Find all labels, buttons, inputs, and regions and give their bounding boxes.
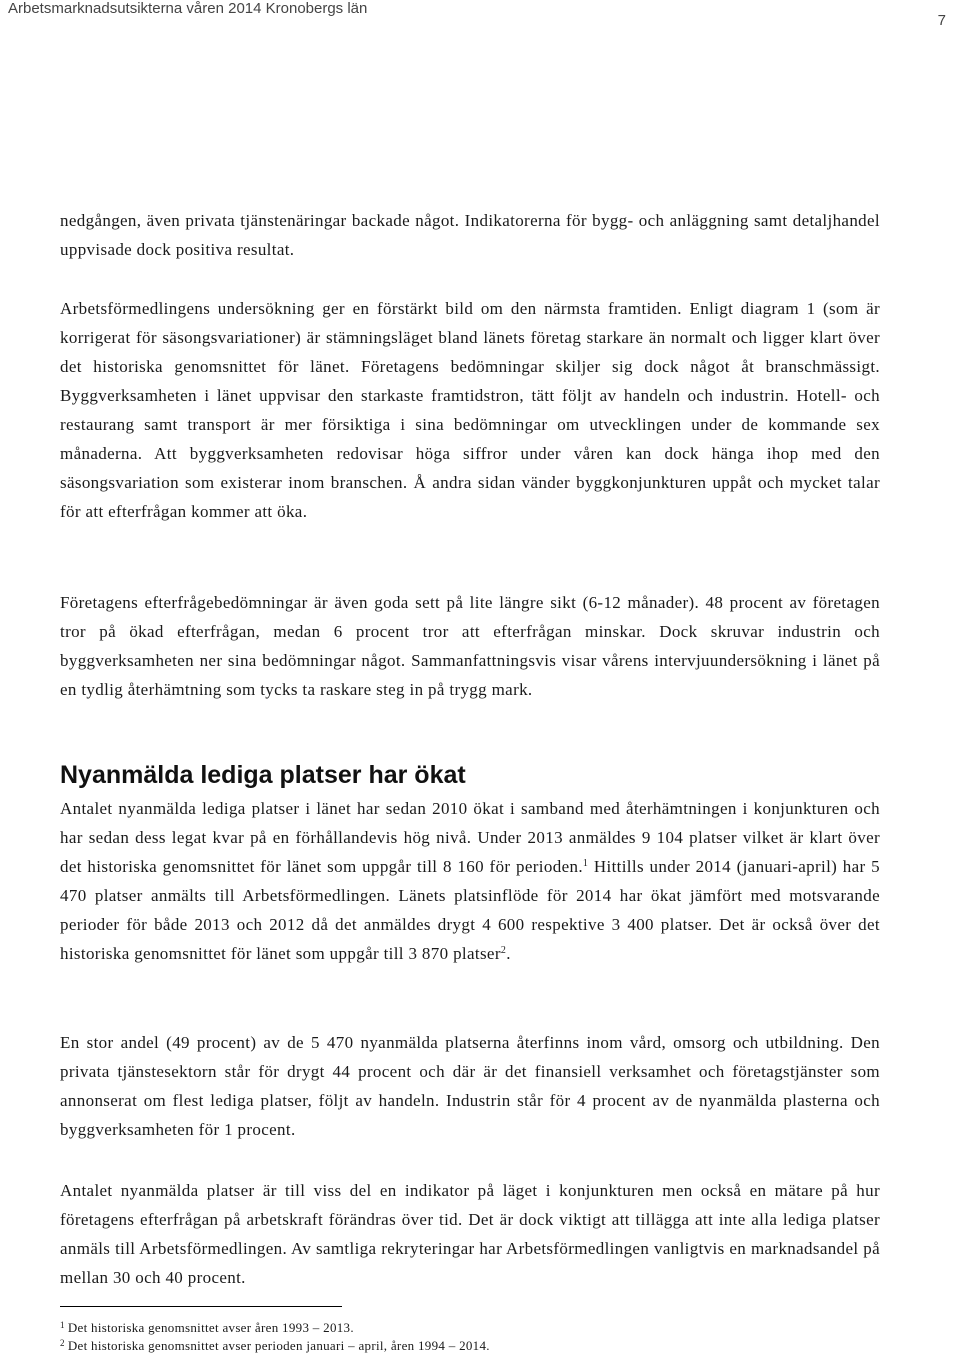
section-heading: Nyanmälda lediga platser har ökat xyxy=(60,761,466,789)
footnote-1-text: Det historiska genomsnittet avser åren 1993 – 2013. xyxy=(67,1320,354,1335)
footnote-2-number: 2 xyxy=(60,1338,65,1348)
paragraph-4 xyxy=(60,794,880,968)
footnote-divider xyxy=(60,1306,342,1307)
paragraph-4-part-c: . xyxy=(506,944,511,963)
paragraph-5: En stor andel (49 procent) av de 5 470 nyanmälda platserna återfinns inom vård, omsorg och utbildning. Den privata tjänstesektorn står för drygt 44 procent och där är det finansiell verksamhet och företagstjänster som annonserat om flest lediga platser, följt av handeln. Industrin står för 4 procent av de nyanmälda plasterna och byggverksamheten för 1 procent. xyxy=(60,1033,880,1139)
paragraph-4-part-b: Hittills under 2014 (januari-april) har 5 470 platser anmälts till Arbetsförmedlingen. Länets platsinflöde för 2014 har ökat jämfört med motsvarande perioder för både 2013 och 2012 då det anmäldes drygt 4 600 respektive 3 400 platser. Det är också över det historiska genomsnittet för länet som uppgår till 3 870 platser xyxy=(60,857,880,963)
paragraph-6: Antalet nyanmälda platser är till viss del en indikator på läget i konjunkturen men också en mätare på hur företagens efterfrågan på arbetskraft förändras över tid. Det är dock viktigt att tillägga att inte alla lediga platser anmäls till Arbetsförmedlingen. Av samtliga rekryteringar har Arbetsförmedlingen vanligtvis en marknadsandel på mellan 30 och 40 procent. xyxy=(60,1181,880,1287)
footnote-ref-2: 2 xyxy=(500,945,507,956)
footnote-1 xyxy=(60,1317,354,1336)
page-number: 7 xyxy=(937,12,946,29)
footnote-2 xyxy=(60,1335,490,1354)
document-title: Arbetsmarknadsutsikterna våren 2014 Kronobergs län xyxy=(8,0,368,17)
paragraph-4-part-a: Antalet nyanmälda lediga platser i länet har sedan 2010 ökat i samband med återhämtningen i konjunkturen och har sedan dess legat kvar på en förhållandevis hög nivå. Under 2013 anmäldes 9 104 platser vilket är klart över det historiska genomsnittet för länet som uppgår till 8 160 för perioden. xyxy=(60,799,880,876)
footnote-ref-1: 1 xyxy=(582,858,589,869)
paragraph-1: nedgången, även privata tjänstenäringar backade något. Indikatorerna för bygg- och anläggning samt detaljhandel uppvisade dock positiva resultat. xyxy=(60,211,880,259)
paragraph-3: Företagens efterfrågebedömningar är även goda sett på lite längre sikt (6-12 månader). 48 procent av företagen tror på ökad efterfrågan, medan 6 procent tror att efterfrågan minskar. Dock skruvar industrin och byggverksamheten ner sina bedömningar något. Sammanfattningsvis visar vårens intervjuundersökning i länet på en tydlig återhämtning som tycks ta raskare steg in på trygg mark. xyxy=(60,593,880,699)
footnote-2-text: Det historiska genomsnittet avser perioden januari – april, åren 1994 – 2014. xyxy=(67,1338,490,1353)
running-header xyxy=(0,0,960,40)
footnote-1-number: 1 xyxy=(60,1320,65,1330)
paragraph-2: Arbetsförmedlingens undersökning ger en förstärkt bild om den närmsta framtiden. Enligt diagram 1 (som är korrigerat för säsongsvariationer) är stämningsläget bland länets företag starkare än normalt och ligger klart över det historiska genomsnittet för länet. Företagens bedömningar skiljer sig dock något åt branschmässigt. Byggverksamheten i länet uppvisar den starkaste framtidstron, tätt följt av handeln och industrin. Hotell- och restaurang samt transport är mer försiktiga i sina bedömningar om utvecklingen under de kommande sex månaderna. Att byggverksamheten redovisar höga siffror under våren kan dock hänga ihop med den säsongsvariation som existerar inom branschen. Å andra sidan vänder byggkonjunkturen uppåt och mycket talar för att efterfrågan kommer att öka. xyxy=(60,299,880,521)
